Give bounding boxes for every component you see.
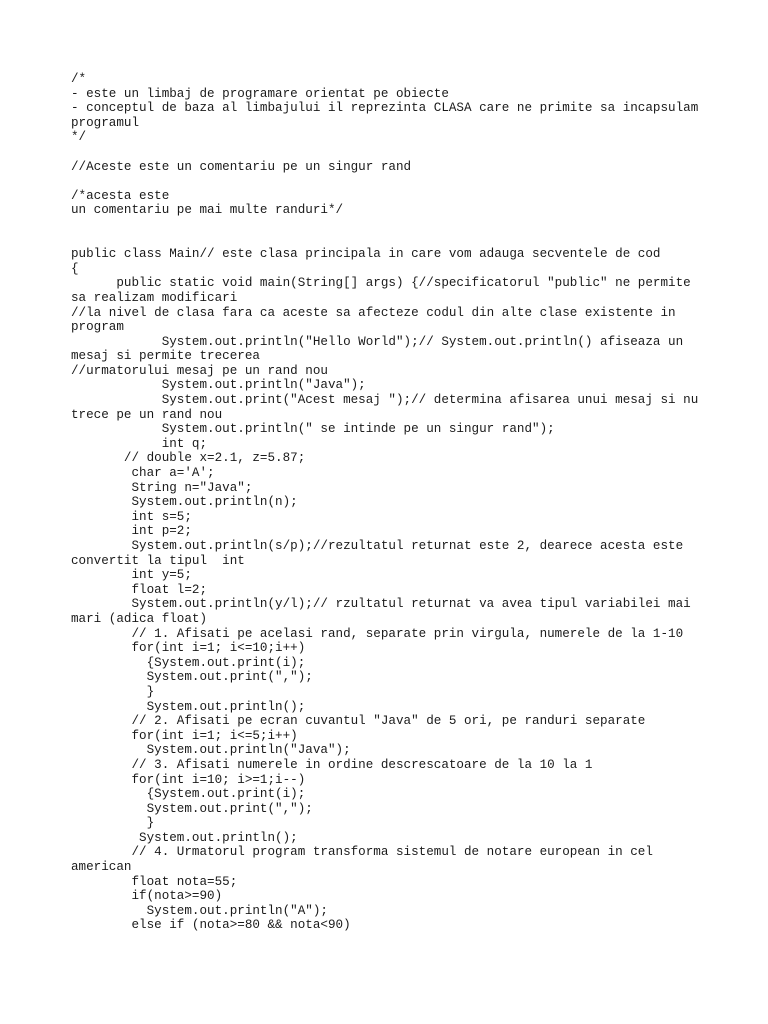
text-line: else if (nota>=80 && nota<90) bbox=[71, 918, 351, 933]
text-line: public static void main(String[] args) {//specificatorul "public" ne permite bbox=[71, 276, 691, 291]
text-line: System.out.println(s/p);//rezultatul returnat este 2, dearece acesta este bbox=[71, 539, 684, 553]
blank-line bbox=[71, 233, 711, 248]
text-line: /* bbox=[71, 72, 87, 86]
text-line: System.out.println("Java"); bbox=[71, 378, 366, 393]
blank-line bbox=[71, 174, 711, 189]
text-line: mesaj si permite trecerea bbox=[71, 349, 260, 364]
text-line: trece pe un rand nou bbox=[71, 407, 223, 422]
text-line: System.out.println("Java"); bbox=[71, 743, 351, 758]
text-line: for(int i=10; i>=1;i--) bbox=[71, 772, 306, 787]
text-line: - conceptul de baza al limbajului il reprezinta CLASA care ne primite sa incapsulam bbox=[71, 101, 699, 116]
text-line: int q; bbox=[71, 436, 208, 451]
text-line: for(int i=1; i<=10;i++) bbox=[71, 641, 306, 656]
text-line: // 3. Afisati numerele in ordine descrescatoare de la 10 la 1 bbox=[71, 757, 593, 772]
text-line: int y=5; bbox=[71, 568, 192, 583]
text-line: convertit la tipul int bbox=[71, 553, 245, 568]
text-line: System.out.println("A"); bbox=[71, 903, 328, 918]
text-line: {System.out.print(i); bbox=[71, 655, 306, 670]
text-line: System.out.println(); bbox=[71, 699, 306, 714]
text-line: } bbox=[71, 816, 155, 831]
text-line: //urmatorului mesaj pe un rand nou bbox=[71, 363, 328, 378]
text-line: float l=2; bbox=[71, 582, 208, 597]
text-line: // 4. Urmatorul program transforma sistemul de notare european in cel bbox=[71, 845, 653, 860]
text-line: System.out.println(); bbox=[71, 830, 298, 845]
text-line: */ bbox=[71, 130, 87, 145]
text-line: System.out.println("Hello World");// System.out.println() afiseaza un bbox=[71, 334, 684, 349]
blank-line bbox=[71, 218, 711, 233]
text-line: { bbox=[71, 261, 79, 276]
text-line: programul bbox=[71, 115, 140, 130]
text-line: int p=2; bbox=[71, 524, 192, 539]
text-line: //la nivel de clasa fara ca aceste sa afecteze codul din alte clase existente in bbox=[71, 305, 676, 320]
text-line: } bbox=[71, 684, 155, 699]
text-line: //Aceste este un comentariu pe un singur rand bbox=[71, 159, 412, 174]
text-line: System.out.println(" se intinde pe un singur rand"); bbox=[71, 422, 555, 437]
text-line: sa realizam modificari bbox=[71, 290, 238, 305]
text-line: // 1. Afisati pe acelasi rand, separate prin virgula, numerele de la 1-10 bbox=[71, 626, 684, 641]
text-line: System.out.println(n); bbox=[71, 495, 298, 510]
text-line: for(int i=1; i<=5;i++) bbox=[71, 728, 298, 743]
text-line: // double x=2.1, z=5.87; bbox=[71, 451, 306, 466]
text-line: float nota=55; bbox=[71, 874, 238, 889]
blank-line bbox=[71, 145, 711, 160]
text-line: /*acesta este bbox=[71, 188, 170, 203]
text-line: - este un limbaj de programare orientat pe obiecte bbox=[71, 86, 449, 101]
text-line: int s=5; bbox=[71, 509, 192, 524]
document-body bbox=[71, 72, 711, 933]
text-line: System.out.print("Acest mesaj ");// determina afisarea unui mesaj si nu bbox=[71, 393, 699, 408]
text-line: american bbox=[71, 860, 132, 875]
text-line: System.out.println(y/l);// rzultatul returnat va avea tipul variabilei mai bbox=[71, 597, 691, 612]
text-line: char a='A'; bbox=[71, 466, 215, 481]
text-line: System.out.print(","); bbox=[71, 801, 313, 816]
text-line: un comentariu pe mai multe randuri*/ bbox=[71, 203, 344, 218]
text-line: // 2. Afisati pe ecran cuvantul "Java" de 5 ori, pe randuri separate bbox=[71, 714, 646, 729]
text-line: public class Main// este clasa principala in care vom adauga secventele de cod bbox=[71, 247, 661, 262]
text-line: mari (adica float) bbox=[71, 611, 208, 626]
text-line: System.out.print(","); bbox=[71, 670, 313, 685]
text-line: if(nota>=90) bbox=[71, 889, 223, 904]
text-line: {System.out.print(i); bbox=[71, 787, 306, 802]
text-line: program bbox=[71, 320, 124, 335]
text-line: String n="Java"; bbox=[71, 480, 253, 495]
